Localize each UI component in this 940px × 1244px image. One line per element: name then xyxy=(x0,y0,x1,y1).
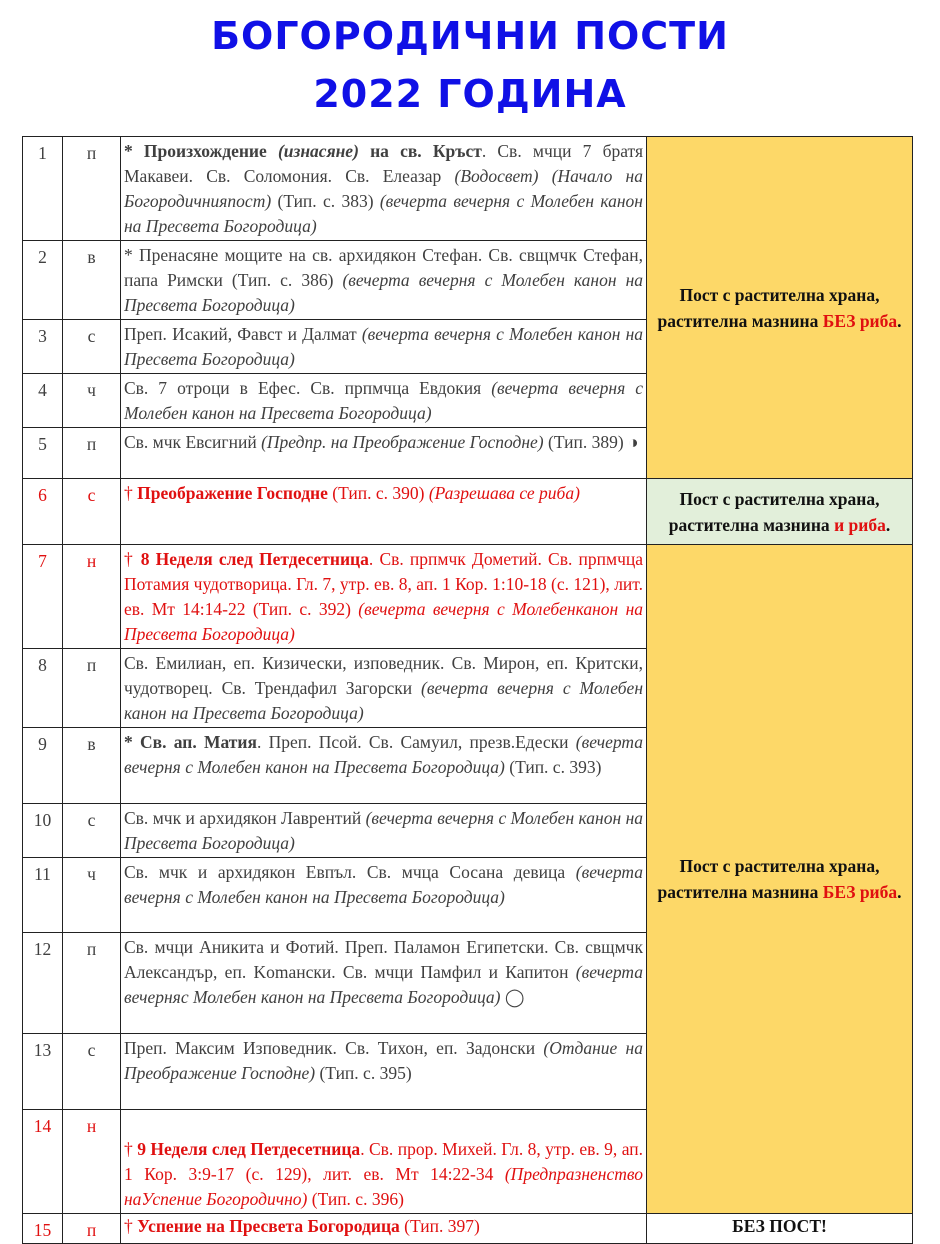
description-segment: Св. мчк и архидякон Евпъл. Св. мчца Сосана девица xyxy=(124,862,576,882)
fast-rule-text: БЕЗ ПОСТ! xyxy=(732,1216,827,1236)
description-segment: (вечерта вечерня с Молебен канон на Пресвета Богородица) xyxy=(124,324,644,369)
day-number: 5 xyxy=(23,428,63,479)
description-segment: (Предпр. на Преображение Господне) xyxy=(261,432,544,452)
feast-description xyxy=(121,545,647,649)
feast-description xyxy=(121,804,647,858)
feast-description xyxy=(121,374,647,428)
description-segment: (Тип. 397) xyxy=(399,1216,480,1236)
feast-description xyxy=(121,1034,647,1110)
description-segment: (Тип. с. 396) xyxy=(307,1189,404,1209)
weekday: с xyxy=(63,1034,121,1110)
description-segment: (Тип. с. 393) xyxy=(504,757,602,777)
weekday: п xyxy=(63,1214,121,1244)
description-segment: Св. 7 отроци в Ефес. Св. прпмчца Евдокия xyxy=(124,378,492,398)
description-segment: Преп. Исакий, Фавст и Далмат xyxy=(124,324,362,344)
weekday: в xyxy=(63,728,121,804)
description-segment: (Водосвет) (Начало на Богородичнияпост) xyxy=(124,166,643,211)
fast-rule-white xyxy=(647,1214,913,1244)
description-segment: Св. мчци Аникита и Фотий. Преп. Паламон Египетски. Св. свщмчк Александър, еп. Komански. Св. мчци Памфил и Капитон xyxy=(124,937,643,982)
description-segment: 8 Неделя след Петдесетница xyxy=(140,549,369,569)
page-subtitle-year: 2022 ГОДИНА xyxy=(313,72,627,116)
description-segment: (Предпразненство наУспение Богородично) xyxy=(124,1164,643,1209)
description-segment: (вечерта вечерня с Молебен канон на Пресвета Богородица) xyxy=(124,808,644,853)
description-segment: (вечерта вечерня с Молебенканон на Пресвета Богородица) xyxy=(124,599,644,644)
weekday: с xyxy=(63,804,121,858)
description-segment: (Тип. 389) ◑ xyxy=(543,432,639,452)
table-row xyxy=(23,137,913,241)
description-segment: (Тип. с. 395) xyxy=(315,1063,412,1083)
weekday: с xyxy=(63,479,121,545)
day-number: 7 xyxy=(23,545,63,649)
fast-rule-end: . xyxy=(897,882,902,902)
table-row xyxy=(23,545,913,649)
description-segment: Успение на Пресвета Богородица xyxy=(137,1216,400,1236)
feast-description xyxy=(121,858,647,933)
description-segment: (вечерта вечерня с Молебен канон на Пресвета Богородица) xyxy=(124,270,644,315)
description-segment: † xyxy=(124,1139,138,1159)
weekday: н xyxy=(63,1110,121,1214)
description-segment: . Св. прор. Михей. Гл. 8, утр. ев. 9, ап. 1 Кор. 3:9-17 (с. 129), лит. ев. Мт 14:22-34 xyxy=(124,1139,643,1184)
description-segment: Св. Емилиан, еп. Кизически, изповедник. Св. Мирон, еп. Критски, чудотворец. Св. Трендафил Загорски xyxy=(124,653,643,698)
day-number: 9 xyxy=(23,728,63,804)
fast-rule-fish: БЕЗ риба xyxy=(822,882,898,902)
day-number: 8 xyxy=(23,649,63,728)
table-row xyxy=(23,1214,913,1244)
day-number: 11 xyxy=(23,858,63,933)
fast-rule-text: Пост с растителна храна, растителна мазнина xyxy=(657,284,880,331)
description-segment: . Св. мчци 7 братя Макавеи. Св. Соломония. Св. Елеазар xyxy=(124,141,644,186)
day-number: 14 xyxy=(23,1110,63,1214)
table-row xyxy=(23,479,913,545)
description-segment: ◯ xyxy=(500,987,525,1007)
feast-description xyxy=(121,649,647,728)
description-segment: (изнасяне) xyxy=(277,141,359,161)
day-number: 2 xyxy=(23,241,63,320)
description-segment: (вечерта вечерняс Молебен канон на Пресвета Богородица) xyxy=(124,962,643,1007)
fast-rule-text: Пост с растителна храна, растителна мазнина xyxy=(668,488,880,535)
description-segment: * Произхождение xyxy=(124,141,278,161)
feast-description xyxy=(121,241,647,320)
description-segment: (вечерта вечерня с Молебен канон на Пресвета Богородица) xyxy=(124,862,643,907)
description-segment: . Преп. Псой. Св. Самуил, презв.Едески xyxy=(256,732,576,752)
description-segment: на св. Кръст xyxy=(358,141,482,161)
description-segment: (Разрешава се риба) xyxy=(428,483,580,503)
weekday: ч xyxy=(63,374,121,428)
fast-rule-yellow xyxy=(647,137,913,479)
fast-rule-fish: БЕЗ риба xyxy=(822,310,898,331)
feast-description xyxy=(121,428,647,479)
day-number: 13 xyxy=(23,1034,63,1110)
feast-description xyxy=(121,728,647,804)
fast-rule-end: . xyxy=(897,310,902,331)
weekday: п xyxy=(63,428,121,479)
day-number: 10 xyxy=(23,804,63,858)
description-segment: Преп. Максим Изповедник. Св. Тихон, еп. Задонски xyxy=(124,1038,544,1058)
weekday: с xyxy=(63,320,121,374)
feast-description xyxy=(121,933,647,1034)
day-number: 6 xyxy=(23,479,63,545)
day-number: 4 xyxy=(23,374,63,428)
description-segment: (вечерта вечерня с Молебен канон на Пресвета Богородица) xyxy=(124,678,643,723)
description-segment: * Пренасяне мощите на св. архидякон Стефан. Св. свщмчк Стефан, папа Римски (Тип. с. 386) xyxy=(124,245,643,290)
description-segment: † xyxy=(124,483,138,503)
description-segment: Св. мчк Евсигний xyxy=(124,432,262,452)
description-segment: (вечерта вечерня с Молебен канон на Пресвета Богородица) xyxy=(124,191,643,236)
day-number: 12 xyxy=(23,933,63,1034)
description-segment: (вечерта вечерня с Молебен канон на Пресвета Богородица) xyxy=(124,378,644,423)
description-segment: 9 Неделя след Петдесетница xyxy=(137,1139,361,1159)
fast-rule-text: Пост с растителна храна, растителна мазнина xyxy=(657,856,880,902)
fast-rule-green xyxy=(647,479,913,545)
weekday: п xyxy=(63,649,121,728)
feast-description xyxy=(121,137,647,241)
weekday: н xyxy=(63,545,121,649)
description-segment: (Тип. с. 390) xyxy=(327,483,429,503)
feast-description xyxy=(121,320,647,374)
description-segment: † xyxy=(124,549,141,569)
description-segment: (Отдание на Преображение Господне) xyxy=(124,1038,643,1083)
description-segment: (Тип. с. 383) xyxy=(271,191,380,211)
description-segment: * Св. ап. Матия xyxy=(124,732,257,752)
page-title: БОГОРОДИЧНИ ПОСТИ xyxy=(211,14,729,58)
feast-description xyxy=(121,1110,647,1214)
weekday: п xyxy=(63,137,121,241)
fast-rule-fish: и риба xyxy=(834,514,886,535)
description-segment: Преображение Господне xyxy=(137,483,328,503)
weekday: в xyxy=(63,241,121,320)
fast-calendar-table xyxy=(22,136,913,1244)
day-number: 3 xyxy=(23,320,63,374)
weekday: п xyxy=(63,933,121,1034)
day-number: 15 xyxy=(23,1214,63,1244)
description-segment: (вечерта вечерня с Молебен канон на Пресвета Богородица) xyxy=(124,732,643,777)
description-segment: Св. мчк и архидякон Лаврентий xyxy=(124,808,366,828)
weekday: ч xyxy=(63,858,121,933)
description-segment: . Св. прпмчк Дометий. Св. прпмчца Потамия чудотворица. Гл. 7, утр. ев. 8, ап. 1 Кор. 1:10-18 (с. 121), лит. ев. Мт 14:14-22 (Тип. с. 392) xyxy=(124,549,644,619)
feast-description xyxy=(121,1214,647,1244)
feast-description xyxy=(121,479,647,545)
description-segment: † xyxy=(124,1216,138,1236)
day-number: 1 xyxy=(23,137,63,241)
fast-rule-yellow xyxy=(647,545,913,1214)
fast-rule-end: . xyxy=(885,514,891,535)
